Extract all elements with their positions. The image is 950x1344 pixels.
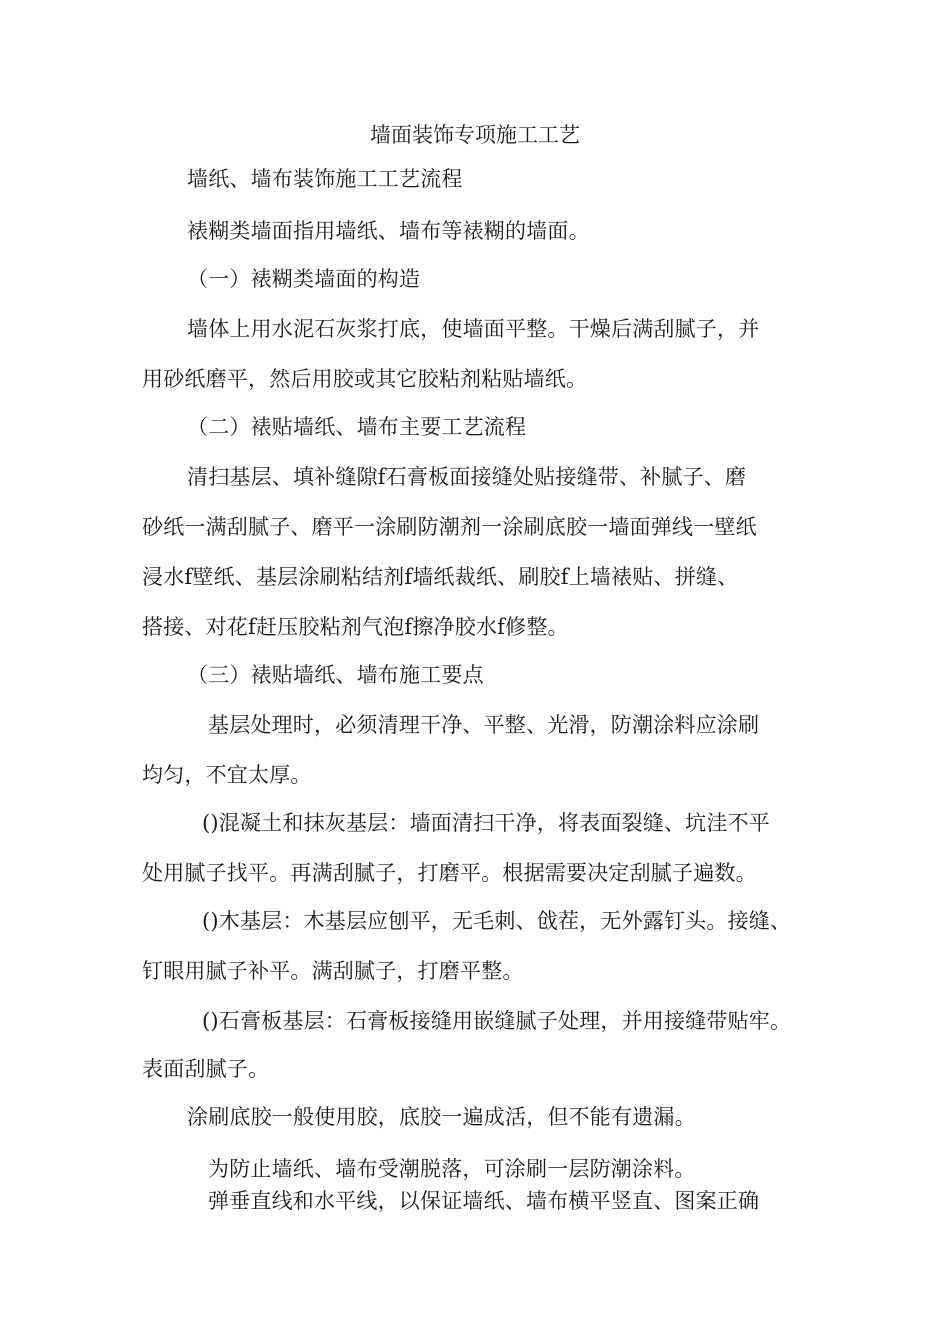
paragraph-line: 处用腻子找平。再满刮腻子，打磨平。根据需要决定刮腻子遍数。 bbox=[142, 861, 757, 885]
paragraph-line: 表面刮腻子。 bbox=[142, 1057, 270, 1081]
paragraph-line: ()石膏板基层：石膏板接缝用嵌缝腻子处理，并用接缝带贴牢。 bbox=[202, 1009, 792, 1033]
paragraph-line: 墙体上用水泥石灰浆打底，使墙面平整。干燥后满刮腻子，并 bbox=[187, 317, 760, 341]
paragraph-line: 清扫基层、填补缝隙f石膏板面接缝处贴接缝带、补腻子、磨 bbox=[187, 465, 747, 489]
paragraph-line: 用砂纸磨平，然后用胶或其它胶粘剂粘贴墙纸。 bbox=[142, 367, 588, 391]
paragraph-line: 裱糊类墙面指用墙纸、墙布等裱糊的墙面。 bbox=[187, 219, 590, 243]
paragraph-line: 基层处理时，必须清理干净、平整、光滑，防潮涂料应涂刷 bbox=[208, 713, 760, 737]
paragraph-line: ()混凝土和抹灰基层：墙面清扫干净，将表面裂缝、坑洼不平 bbox=[202, 811, 770, 835]
paragraph-line: 弹垂直线和水平线，以保证墙纸、墙布横平竖直、图案正确 bbox=[208, 1189, 760, 1213]
subsection-heading: （一）裱糊类墙面的构造 bbox=[187, 267, 421, 291]
document-title: 墙面装饰专项施工工艺 bbox=[370, 123, 580, 147]
paragraph-line: 浸水f壁纸、基层涂刷粘结剂f墙纸裁纸、刷胶f上墙裱贴、拼缝、 bbox=[142, 565, 739, 589]
subsection-heading: （二）裱贴墙纸、墙布主要工艺流程 bbox=[187, 415, 527, 439]
paragraph-line: 为防止墙纸、墙布受潮脱落，可涂刷一层防潮涂料。 bbox=[208, 1157, 696, 1181]
paragraph-line: 钉眼用腻子补平。满刮腻子，打磨平整。 bbox=[142, 959, 524, 983]
paragraph-line: 涂刷底胶一般使用胶，底胶一遍成活，但不能有遗漏。 bbox=[187, 1105, 696, 1129]
section-heading: 墙纸、墙布装饰施工工艺流程 bbox=[187, 167, 463, 191]
paragraph-line: ()木基层：木基层应刨平，无毛刺、戗茬，无外露钉头。接缝、 bbox=[202, 909, 792, 933]
subsection-heading: （三）裱贴墙纸、墙布施工要点 bbox=[187, 663, 484, 687]
paragraph-line: 均匀，不宜太厚。 bbox=[142, 763, 312, 787]
paragraph-line: 搭接、对花f赶压胶粘剂气泡f擦净胶水f修整。 bbox=[142, 615, 569, 639]
paragraph-line: 砂纸一满刮腻子、磨平一涂刷防潮剂一涂刷底胶一墙面弹线一壁纸 bbox=[142, 515, 757, 539]
